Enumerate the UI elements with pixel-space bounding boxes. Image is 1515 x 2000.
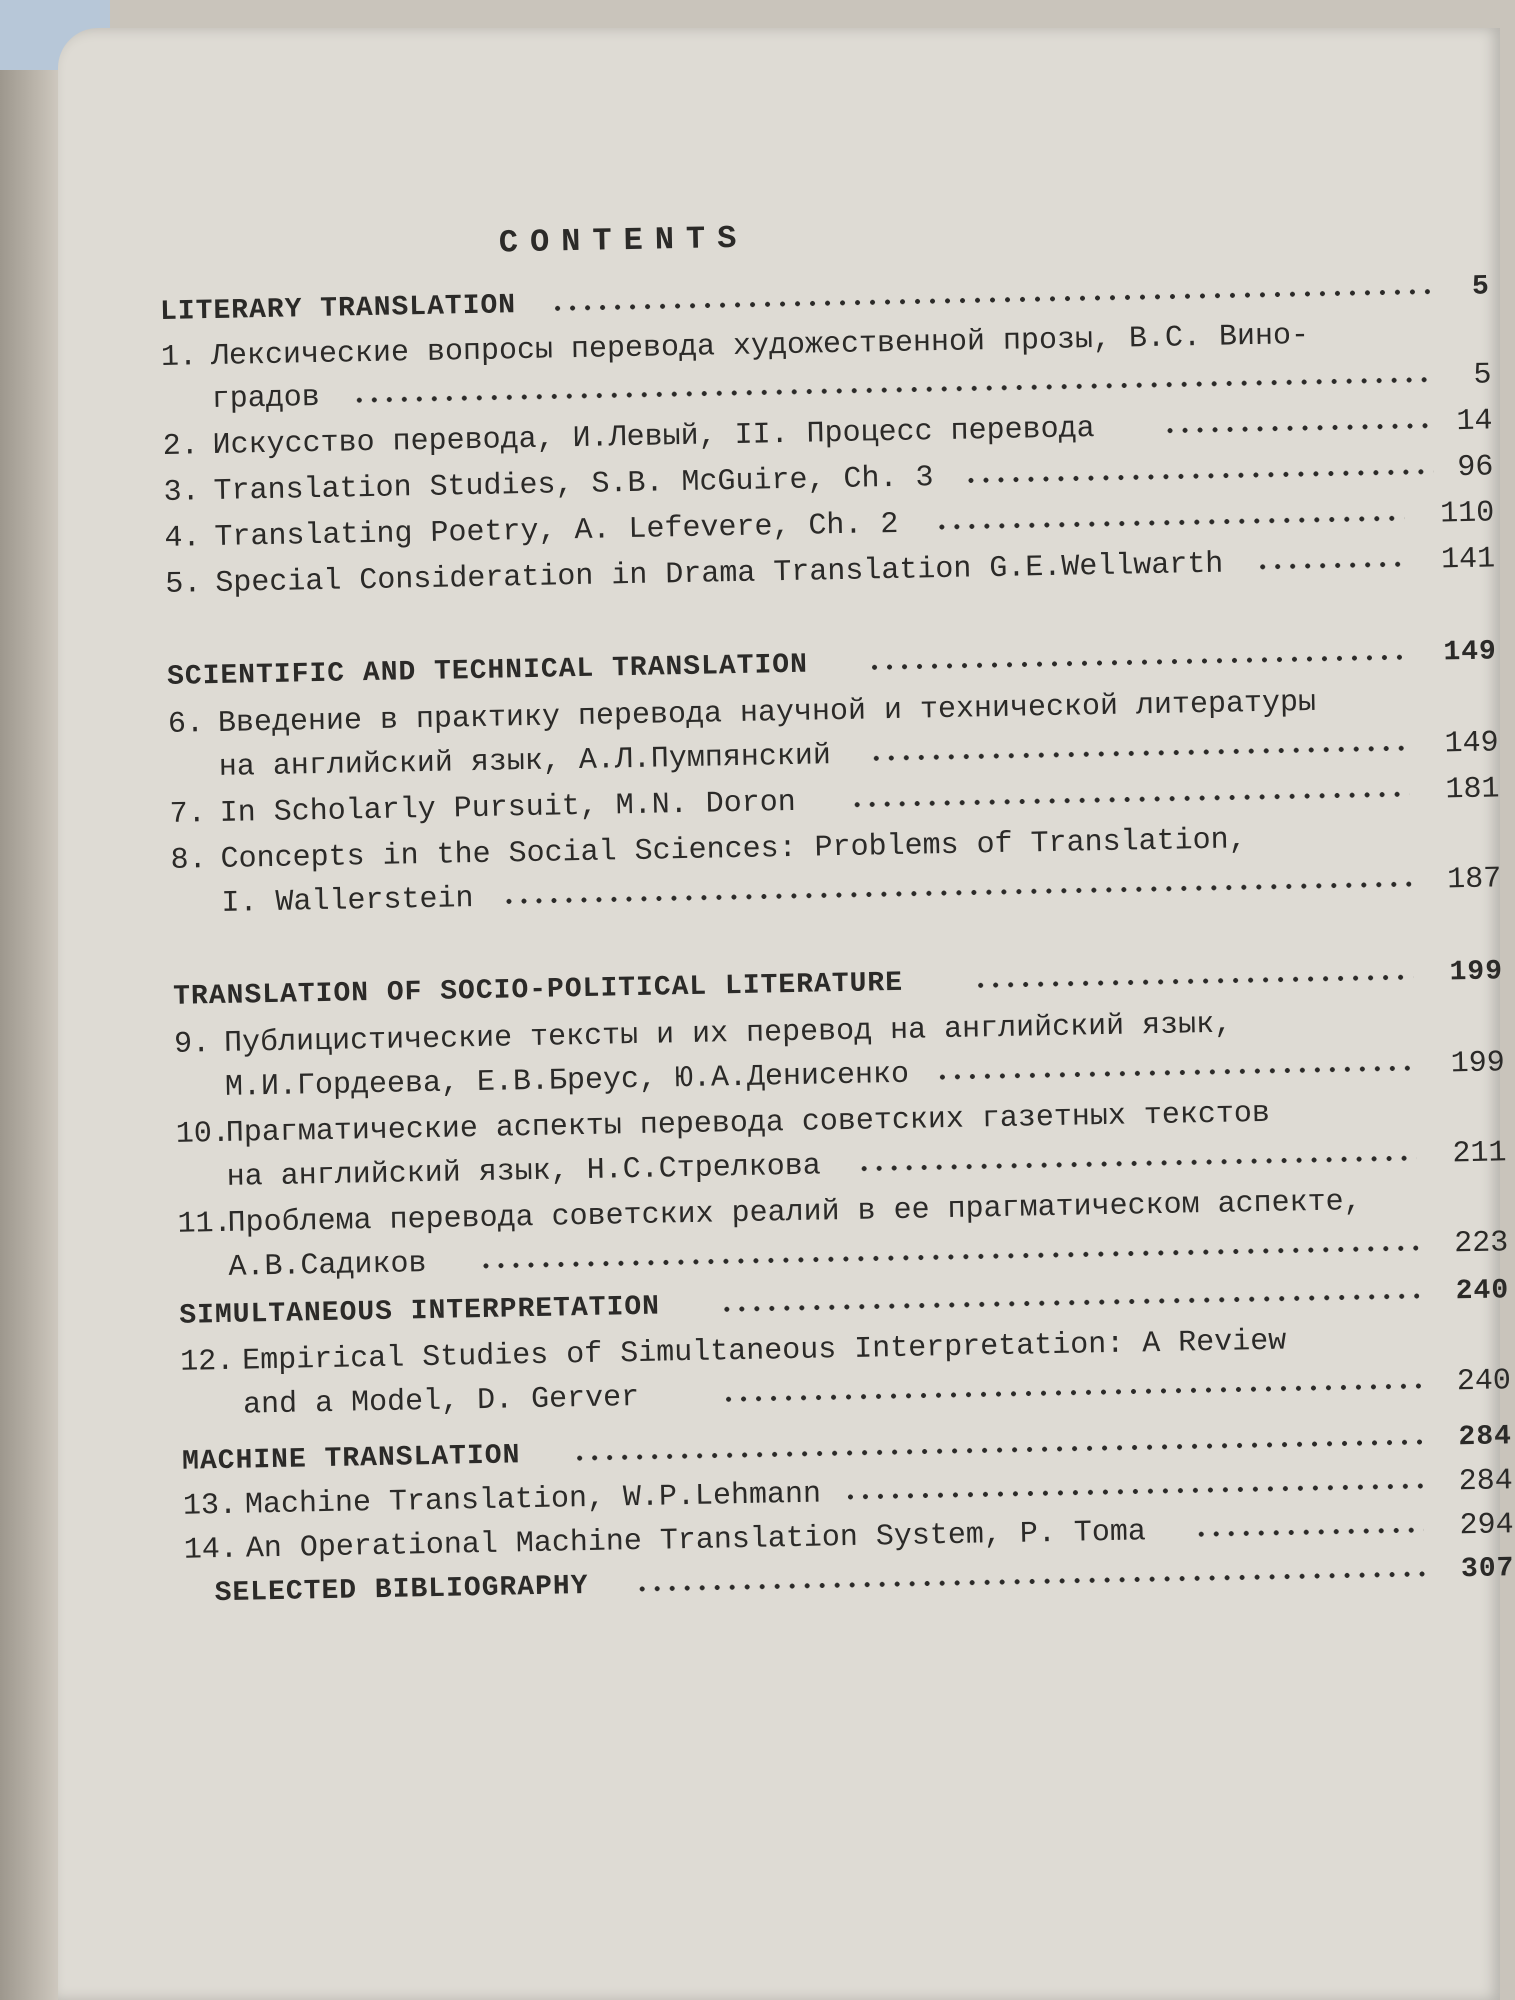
entry-title: Concepts in the Social Sciences: Problems of Translation, (220, 823, 1247, 877)
section-label: TRANSLATION OF SOCIO-POLITICAL LITERATURE (172, 967, 904, 1013)
page-number: 141 (1440, 542, 1496, 578)
entry-number: 9. (173, 1027, 211, 1062)
page-number: 14 (1456, 404, 1493, 440)
dot-leader (934, 515, 1404, 530)
page-number: 149 (1444, 726, 1499, 762)
dot-leader (963, 469, 1433, 484)
entry-number: 3. (163, 475, 200, 510)
entry-number: 14. (183, 1532, 239, 1568)
entry-title: Введение в практику перевода научной и технической литературы (217, 685, 1317, 741)
page-number: 294 (1459, 1508, 1514, 1544)
dot-leader (973, 974, 1413, 988)
page-number: 240 (1456, 1364, 1512, 1400)
entry-title-continued: I. Wallerstein (221, 882, 474, 921)
page-number: 240 (1455, 1275, 1510, 1308)
dot-leader (850, 791, 1410, 808)
page-title: CONTENTS (498, 219, 749, 262)
entry-number: 11. (177, 1206, 232, 1242)
page-number: 199 (1450, 1046, 1506, 1082)
entry-title: Translating Poetry, A. Lefevere, Ch. 2 (214, 507, 899, 555)
entry-number: 8. (170, 843, 207, 878)
entry-title: Translation Studies, S.B. McGuire, Ch. 3 (213, 461, 934, 509)
dot-leader (857, 1155, 1417, 1172)
dot-leader (935, 1065, 1415, 1080)
entry-number: 13. (182, 1488, 238, 1524)
entry-number: 7. (169, 797, 207, 832)
entry-title: In Scholarly Pursuit, M.N. Doron (219, 785, 797, 831)
entry-title: Прагматические аспекты перевода советских газетных текстов (225, 1096, 1271, 1151)
entry-title-continued: А.В.Садиков (228, 1247, 427, 1285)
entry-title-continued: градов (211, 380, 321, 418)
page-number: 187 (1446, 862, 1502, 898)
entry-title: Empirical Studies of Simultaneous Interpretation: A Review (241, 1324, 1287, 1379)
entry-title: Проблема перевода советских реалий в ее прагматическом аспекте, (227, 1185, 1362, 1241)
page-number: 284 (1458, 1464, 1514, 1500)
dot-leader (1162, 423, 1432, 434)
section-label: SCIENTIFIC AND TECHNICAL TRANSLATION (166, 649, 809, 693)
page-number: 181 (1445, 772, 1500, 808)
entry-number: 5. (165, 567, 202, 602)
entry-title: Special Consideration in Drama Translation G.E.Wellwarth (214, 547, 1224, 601)
entry-number: 1. (160, 340, 198, 375)
entry-number: 2. (162, 429, 200, 464)
book-page (58, 28, 1515, 2000)
page-number: 199 (1449, 956, 1504, 989)
entry-title: Искусство перевода, И.Левый, II. Процесс перевода (212, 412, 1095, 463)
dot-leader (352, 377, 1432, 404)
page-number: 5 (1471, 271, 1491, 303)
entry-number: 4. (164, 521, 201, 556)
entry-title: Machine Translation, W.P.Lehmann (244, 1477, 822, 1523)
section-label: SIMULTANEOUS INTERPRETATION (179, 1291, 661, 1332)
section-label: LITERARY TRANSLATION (159, 290, 517, 328)
entry-title-continued: на английский язык, А.Л.Пумпянский (218, 739, 832, 785)
dot-leader (550, 289, 1430, 312)
page-number: 149 (1443, 636, 1498, 669)
dot-leader (721, 1383, 1421, 1402)
dot-leader (1194, 1527, 1424, 1537)
page-number: 223 (1453, 1226, 1509, 1262)
dot-leader (719, 1293, 1419, 1312)
dot-leader (867, 654, 1407, 670)
entry-title: An Operational Machine Translation System, P. Toma (245, 1515, 1147, 1567)
page-number: 5 (1473, 358, 1492, 393)
dot-leader (572, 1439, 1422, 1461)
entry-title: Лексические вопросы перевода художественной прозы, В.С. Вино- (210, 318, 1310, 375)
dot-leader (635, 1571, 1425, 1592)
dot-leader (869, 745, 1409, 761)
entry-title-continued: and a Model, D. Gerver (242, 1380, 640, 1423)
section-label: MACHINE TRANSLATION (181, 1440, 521, 1478)
dot-leader (501, 881, 1411, 904)
page-number: 307 (1460, 1553, 1515, 1586)
section-label: SELECTED BIBLIOGRAPHY (214, 1570, 589, 1610)
entry-title-continued: М.И.Гордеева, Е.В.Бреус, Ю.А.Денисенко (224, 1057, 910, 1105)
entry-number: 10. (175, 1116, 231, 1152)
entry-title-continued: на английский язык, Н.С.Стрелкова (226, 1149, 822, 1195)
entry-number: 6. (167, 707, 205, 742)
page-number: 110 (1439, 496, 1495, 532)
entry-title: Публицистические тексты и их перевод на английский язык, (223, 1007, 1233, 1061)
page-number: 211 (1452, 1136, 1507, 1172)
dot-leader (478, 1245, 1418, 1269)
dot-leader (1255, 561, 1405, 570)
entry-number: 12. (179, 1344, 235, 1380)
page-number: 96 (1456, 450, 1494, 486)
page-number: 284 (1458, 1421, 1513, 1454)
table-of-contents (158, 177, 1515, 1610)
dot-leader (843, 1483, 1423, 1500)
